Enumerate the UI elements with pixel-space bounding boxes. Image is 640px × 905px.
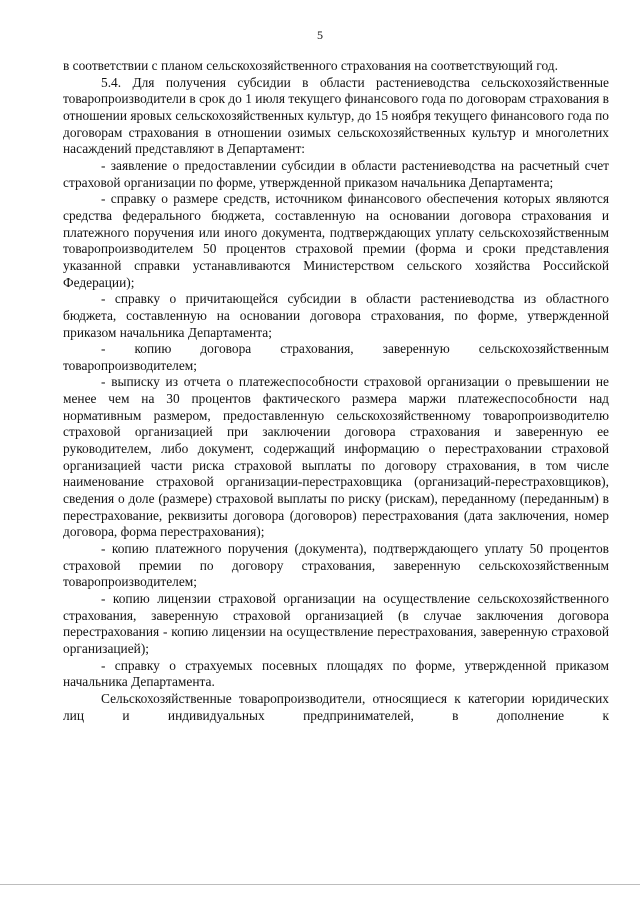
list-item-application: - заявление о предоставлении субсидии в области растениеводства на расчетный счет страховой организации по форме, утвержденной приказом начальника Департамента; xyxy=(63,157,609,190)
page-bottom-divider xyxy=(0,884,640,885)
document-body xyxy=(63,58,609,724)
list-item-sown-area-certificate: - справку о страхуемых посевных площадях по форме, утвержденной приказом начальника Департамента. xyxy=(63,657,609,690)
list-item-insurance-contract-copy: - копию договора страхования, заверенную сельскохозяйственным товаропроизводителем; xyxy=(63,341,609,373)
list-item-payment-order-copy: - копию платежного поручения (документа), подтверждающего уплату 50 процентов страховой премии по договору страхования, заверенную сельскохозяйственным товаропроизводителем; xyxy=(63,541,609,590)
paragraph-legal-entities: Сельскохозяйственные товаропроизводители, относящиеся к категории юридических лиц и индивидуальных предпринимателей, в дополнение к xyxy=(63,690,609,723)
paragraph-clause-5-4: 5.4. Для получения субсидии в области растениеводства сельскохозяйственные товаропроизводители в срок до 1 июля текущего финансового года по договорам страхования в отношении яровых сельскохозяйственных культур, до 15 ноября текущего финансового года по договорам страхования в отношении озимых сельскохозяйственных культур и многолетних насаждений представляют в Департамент: xyxy=(63,74,609,157)
page-number: 5 xyxy=(317,28,323,42)
paragraph-continuation: в соответствии с планом сельскохозяйственного страхования на соответствующий год. xyxy=(63,58,558,73)
list-item-license-copy: - копию лицензии страховой организации на осуществление сельскохозяйственного страхования, заверенную страховой организацией (в случае заключения договора перестрахования - копию лицензии на осуществление перестрахования, заверенную страховой организацией); xyxy=(63,591,609,656)
list-item-federal-funds-certificate: - справку о размере средств, источником финансового обеспечения которых являются средства федерального бюджета, составленную на основании договора страхования и платежного поручения или иного документа, подтверждающих уплату сельскохозяйственным товаропроизводителем 50 процентов страховой премии (форма и сроки представления указанной справки устанавливаются Министерством сельского хозяйства Российской Федерации); xyxy=(63,191,609,290)
list-item-regional-subsidy-certificate: - справку о причитающейся субсидии в области растениеводства из областного бюджета, составленную на основании договора страхования, по форме, утвержденной приказом начальника Департамента; xyxy=(63,291,609,340)
list-item-solvency-extract: - выписку из отчета о платежеспособности страховой организации о превышении не менее чем на 30 процентов фактического размера маржи платежеспособности над нормативным размером, предоставленную сельскохозяйственному товаропроизводителю страховой организацией при заключении договора страхования и заверенную ее руководителем, либо документ, содержащий информацию о перестраховании страховой организацией части риска страховой выплаты по договору страхования, в том числе наименование страховой организации-перестраховщика (организаций-перестраховщиков), сведения о доле (размере) страховой выплаты по риску (рискам), переданному (переданным) в перестрахование, реквизиты договора (договоров) перестрахования (дата заключения, номер договора, форма перестрахования); xyxy=(63,374,609,540)
